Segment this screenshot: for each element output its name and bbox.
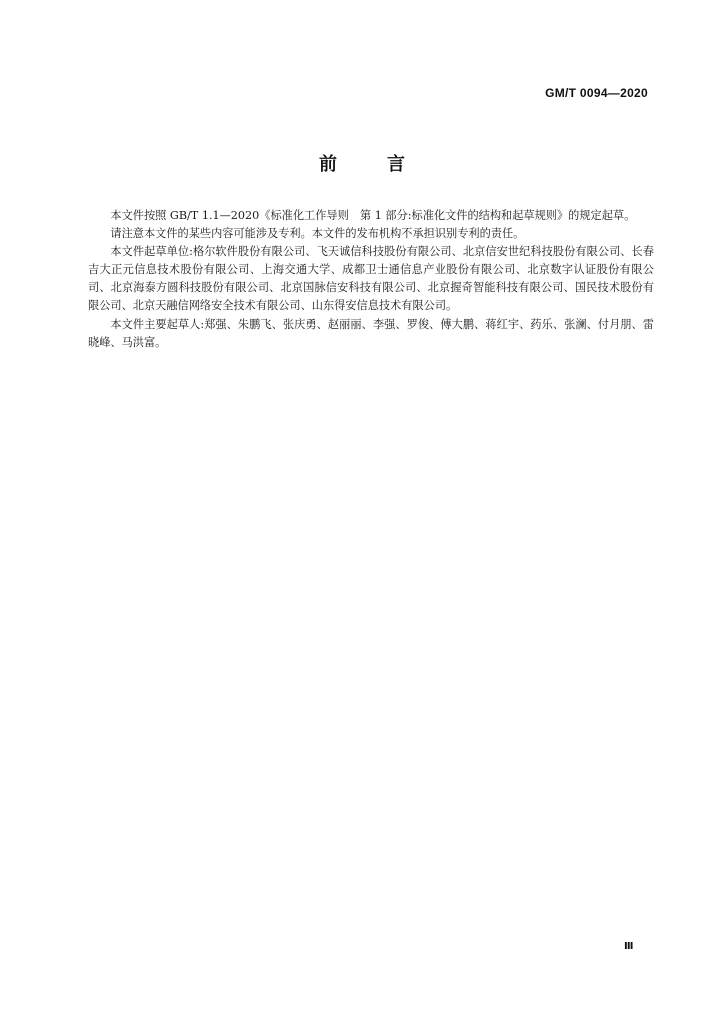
- foreword-body: [88, 207, 654, 352]
- page-number: Ⅲ: [624, 941, 634, 952]
- section-title-foreword: [0, 150, 724, 176]
- title-char-2: 言: [387, 154, 405, 175]
- paragraph-drafting-units: 本文件起草单位:格尔软件股份有限公司、飞天诚信科技股份有限公司、北京信安世纪科技股份有限公司、长春吉大正元信息技术股份有限公司、上海交通大学、成都卫士通信息产业股份有限公司、北京数字认证股份有限公司、北京海泰方圆科技股份有限公司、北京国脉信安科技有限公司、北京握奇智能科技有限公司、国民技术股份有限公司、北京天融信网络安全技术有限公司、山东得安信息技术有限公司。: [88, 245, 654, 313]
- paragraph-drafters: 本文件主要起草人:郑强、朱鹏飞、张庆勇、赵丽丽、李强、罗俊、傅大鹏、蒋红宇、药乐、张澜、付月朋、雷晓峰、马洪富。: [88, 317, 654, 349]
- paragraph-drafting-rules: 本文件按照 GB/T 1.1—2020《标准化工作导则 第 1 部分:标准化文件的结构和起草规则》的规定起草。: [110, 209, 636, 222]
- document-code: GM/T 0094—2020: [545, 86, 648, 100]
- paragraph-patent-notice: 请注意本文件的某些内容可能涉及专利。本文件的发布机构不承担识别专利的责任。: [110, 227, 525, 241]
- title-char-1: 前: [319, 154, 337, 175]
